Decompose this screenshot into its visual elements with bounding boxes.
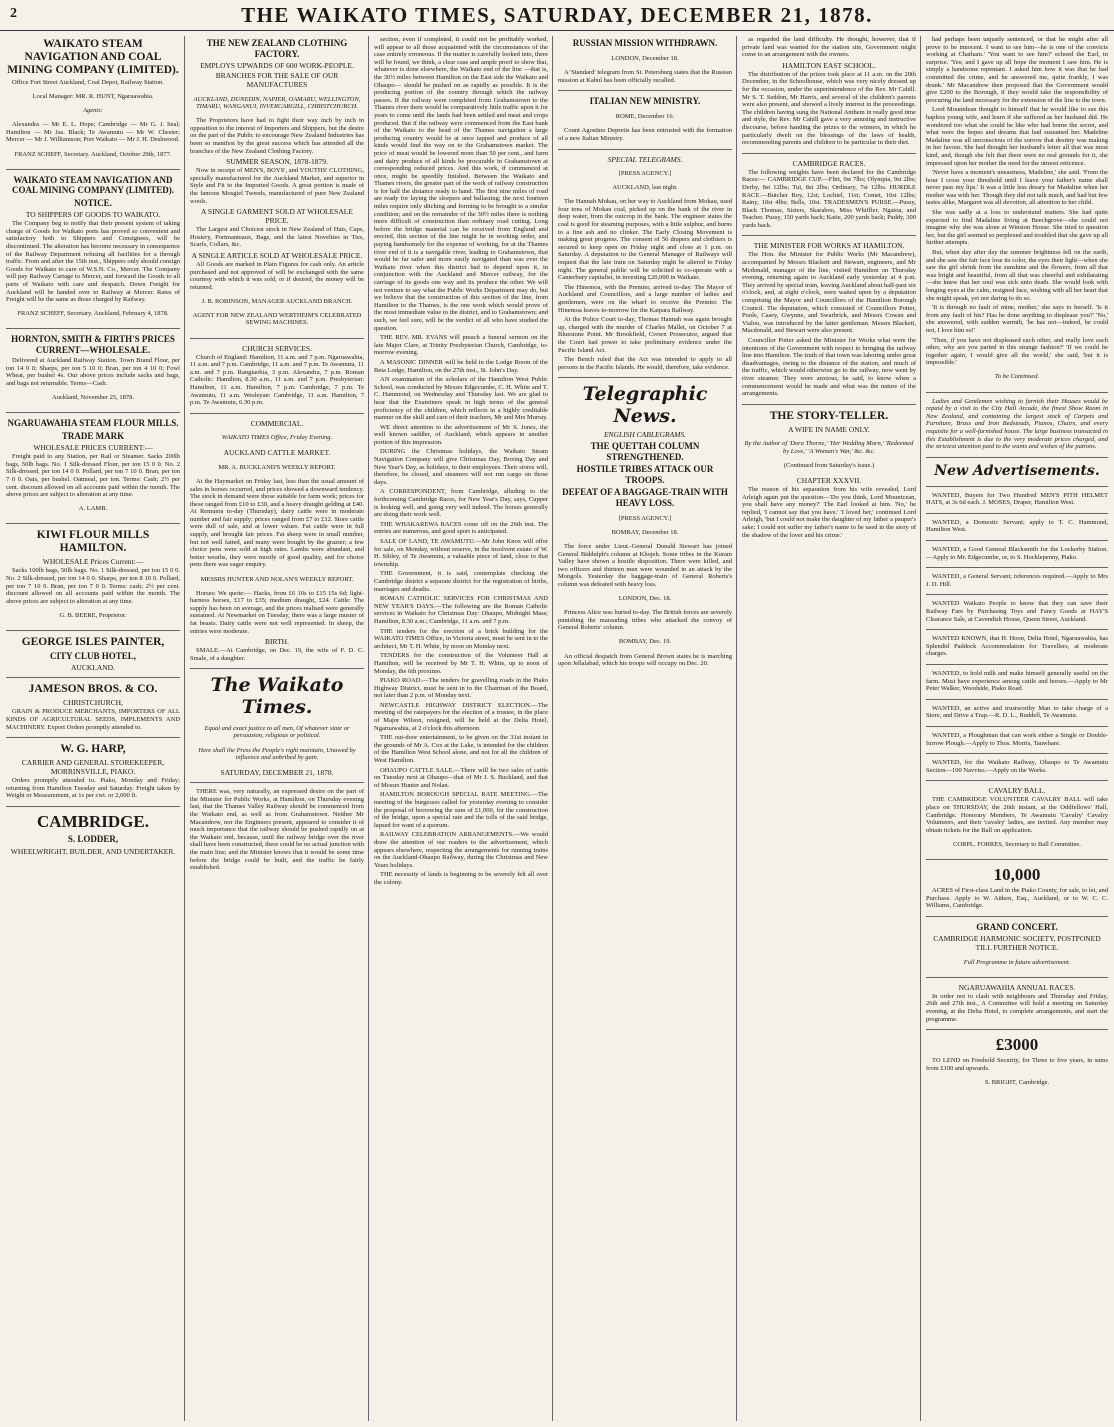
classified-ad: WANTED, an active and trustworthy Man to take charge of a Store, and Drive a Trap.—R. D. L., Ruddell, Te Awamutu.: [926, 705, 1108, 727]
column-rule: [368, 36, 369, 1421]
minister-for-works: THE MINISTER FOR WORKS AT HAMILTON. The Hon. the Minister for Public Works (Mr Macandrew), accompanied by Messrs Blackett and Stewart, engineers, and Mr Mcdonald, manager of the line, visited Hamilton on Thursday evening, returning again to Auckland early yesterday at 4 p.m. They arrived by special train, leaving Auckland about half-past six o'clock, and, at eight o'clock, were waited upon by a deputation comprising the Mayor and Councillors of the Hamilton Borough Council. The deputation, which consisted of Councillors Potter, Poole, Casey, Gwynne, and Swarbrick, and Messrs Cowan and Vialou, was introduced by the latter gentleman. Messrs Blackett, Macdonald, and Stewart were also present. Councillor Potter asked the Minister for Works what were the intentions of the Government with respect to bringing the railway line into Hamilton. The truth of that town was laboring under great disadvantages, owing to the distance of the station, and much of the traffic, which would otherwise go to the railway, now went by river steamer. They were anxious, he said, to know when a commencement would be made and what was the nature of the arrangements.: [742, 241, 916, 404]
ad-george-isles: GEORGE ISLES PAINTER, CITY CLUB HOTEL, AUCKLAND.: [6, 636, 180, 679]
news-item: THE Government, it is said, contemplate checking the Cambridge district a separate district for the registration of births, marriages and deaths.: [374, 570, 548, 593]
commercial: COMMERCIAL. WAIKATO TIMES Office, Friday Evening. AUCKLAND CATTLE MARKET. MR. A. BUCKLAND'S WEEKLY REPORT. At the Haymarket on Friday last, less than the usual amount of sales in horses occurred, and prices showed a downward tendency. The stock in demand were those suitable for farm work; prices for these ranged from £10 to £30, and a heavy draught gelding at £40. At Remuera to-day (Thursday), dairy cattle were in moderate number and fair supply; prices ranged from £7 to £12. Store cattle were dull of sale, and at lower values. Fat cattle were in full supply, and brought fair prices. Fat sheep were in small number, but not well fatted, and many were bought by the grazier; a few choice pens were sold at high rates. Lambs were abundant, and better weaths, they were mostly of good quality, and for choice pens there was eager enquiry. MESSRS HUNTER AND NOLAN'S WEEKLY REPORT. Horses: We quote:— Hacks, from £6 10s to £15 15s 6d; light-harness horses, £17 to £35; medium draught, £24. Cattle: The supply has been on average, and the prices realised were generally sustained. At Newmarket on Tuesday, there was a large muster of fat beasts. Dairy cattle were not well represented. In sheep, the entries were moderate. BIRTH. SMALE.—At Cambridge, on Dec. 19, the wife of F. D. C. Smale, of a daughter.: [190, 419, 364, 670]
news-item: WE direct attention to the advertisement of Mr S. Jones, the well known saddler, of Auckland, which appears in another portion of this impression.: [374, 423, 548, 446]
ad-ladies: Ladies and Gentlemen wishing to furnish their Houses would be repaid by a visit to the City Hall Arcade, the finest Show Room in New Zealand, and containing the largest stock of Carpets and Furniture, Brass and Iron Bedsteads, Pianos, Chairs, and every requisite for a well-furnished house. The large business transacted in this Establishment is due to the very moderate prices charged, and the strictest attention paid to the wants and wishes of the patrons.: [926, 398, 1108, 458]
news-item: THE tenders for the erection of a brick building for the WAIKATO TIMES Office, in Victoria street, must be sent in to the architect, Mr T. H. White, by noon on Monday next.: [374, 627, 548, 650]
column-rule: [920, 36, 921, 1421]
news-item: AN examination of the scholars of the Hamilton West Public School, was conducted by Messrs Edgecumbe, C. H. White and T. C. Hammond, on Wednesday and Thursday last. We are glad to hear that the Examiners speak in high terms of the general proficiency of the children, which reflects in a highly creditable manner on the skill and care of their teachers, Mr and Mrs Murray.: [374, 376, 548, 422]
ad-steam-navigation-notice: WAIKATO STEAM NAVIGATION AND COAL MINING COMPANY (LIMITED). NOTICE. TO SHIPPERS OF GOODS TO WAIKATO. The Company beg to notify that their present system of taking charge of Goods for Waikato ports has proved so convenient and satisfactory both to Shippers and Consignees, will be discontinued. The alteration has become necessary in consequence of the Railway Department refusing all facilities for a through traffic. From and after the 15th inst., Shippers only should consign Goods for Waikato to care of W.S.N. Co., Mercer. The Company will pay Railway Cartage to Mercer, and forward the Goods to all parts of Waikato with care and despatch. Down Freight for Auckland will be handed over to Railway at Mercer. Rates of Freight will be the same as those charged by Railway. FRANZ SCHEFF, Secretary. Auckland, February 4, 1878.: [6, 175, 180, 330]
leader-article: THERE was, very naturally, an expressed desire on the part of the Minister for Public Works, at Hamilton, on Thursday evening last, that the Thames Valley Railway should be commenced from the Waikato end, as well as from Grahamstown. Neither Mr Macandrew, nor the Engineers present, appeared to consider it of much importance that the railway should be pushed rapidly on at the Waikato end, because, until the railway bridge over the river shall have been constructed, there could be no actual junction with the main line; and the Minister knows that it would be some time before the bridge could be built, and the traffic be fairly established.: [190, 788, 364, 872]
hamilton-east-school: HAMILTON EAST SCHOOL. The distribution of the prizes took place at 11 a.m. on the 20th December, in the Schoolhouse, which was very nicely dressed up for the occasion, under the superintendence of the Rev. Mr Cahill. Mr S. T. Seddon, Mr Harris, and several of the children's parents were also present, and showed a lively interest in the proceedings. The children having sung the National Anthem in really good time and style, the Rev. Mr Cahill gave a very amusing and instructive discourse, before handing the prizes to the winners, in which he particularly dwelt on the blessings of the laws of health, recommending parents and children to be particular in their diet.: [742, 61, 916, 154]
column-5: [742, 36, 916, 1421]
new-advertisements: New Advertisements.: [926, 463, 1108, 487]
classified-ad: WANTED KNOWN, that H. Hoon, Delta Hotel, Ngaruawahia, has Splendid Paddock Accommodation for Travellers, at moderate charges.: [926, 635, 1108, 665]
special-telegrams: SPECIAL TELEGRAMS. [PRESS AGENCY.] AUCKLAND, last night. The Hannah Mokau, on her way to Auckland from Mokau, used four tons of Mokau coal, picked up on the bank of the river in deep water, from the outcrop in the bank. The engineer states the coal is good for steaming purposes, with a little sulphur, and burns to a fine ash and no clinker. The Early Closing Movement is making great progress. The consent of 56 drapers and clothiers is secured to keep open on Friday night and close at 1 p.m. on Saturday. A deputation to the General Manager of Railways will request that the late train on Saturday night be altered to Friday night. The general public will be solicited to co-operate with a Canterbury capitalist, in investing £20,000 in Waikato. The Hinemoa, with the Premier, arrived to-day. The Mayor of Auckland and Councillors, and a large number of ladies and gentlemen, were on the wharf to receive the Premier. The Hinemoa leaves to-morrow for the Kaipara Railway. At the Police Court to-day, Thomas Hannah was again brought up, charged with the murder of Charles Mallet, on October 7 at Bluestone Point. Mr Brookfield, Crown Prosecutor, argued that the Court had power to take preliminary evidence under the Pacific Island Act. The Bench ruled that the Act was intended to apply to all persons in the Pacific Islands. He would, therefore, take evidence.: [558, 155, 732, 379]
classified-ad: WANTED, Buyers for Two Hundred MEN'S PITH HELMET HATS, at 3s 6d each. J. MOSES, Draper, Hamilton West.: [926, 492, 1108, 514]
ad-acres: 10,000 ACRES of First-class Land in the Piako County, for sale, to let, and Purchase. Apply to W. Aitken, Esq., Auckland, or to W. C. C. Williams, Cambridge.: [926, 865, 1108, 917]
ad-steam-navigation: WAIKATO STEAM NAVIGATION AND COAL MINING COMPANY (LIMITED). Office Fort Street Auckland, Coal Depot, Railway Station. Local Manager: MR. R. HUNT, Ngaruawahia. Agents: Alexandra — Mr E. L. Hope; Cambridge — Mr G. J. Seal; Hamilton — Mr Jas. Black; Te Awamutu — Mr W. Chester; Mercer — Mr J. Williamson; Port Waikato — Mr J. H. Deshwood. FRANZ SCHEFF, Secretary. Auckland, October 29th, 1877.: [6, 38, 180, 170]
ad-ngaruawahia-mills: NGARUAWAHIA STEAM FLOUR MILLS. TRADE MARK WHOLESALE PRICES CURRENT:— Freight paid to any Station, per Rail or Steamer. Sacks 200lb bags, 50lb bags. No. 1 Silk-dressed Flour, per ton 15 0 0. No. 2 Silk-dressed, per ton 14 0 0. Pollard, per ton 7 10 0. Bran, per ton 7 0 0. Oats, per bushel. Oatmeal, per ton. Terms: Cash; 2½ per cent. discount allowed on all accounts paid within the month. The above prices are subject to alteration at any time. A. LAMB.: [6, 418, 180, 524]
news-item: A CORRESPONDENT, from Cambridge, alluding to the forthcoming Cambridge Races, for New Year's Day, says, Cupper is looking well, and going very well indeed. The horses generally are doing their work well.: [374, 488, 548, 519]
ad-jameson: JAMESON BROS. & CO. CHRISTCHURCH, GRAIN & PRODUCE MERCHANTS, IMPORTERS OF ALL KINDS OF AGRICULTURAL SEEDS, IMPLEMENTS AND MACHINERY. Export Orders promptly attended to.: [6, 683, 180, 738]
ad-cavalry-ball: CAVALRY BALL. THE CAMBRIDGE VOLUNTEER CAVALRY BALL will take place on THURSDAY, the 26th instant, at the Oddfellows' Hall, Cambridge. Honorary Members, Te Awamutu 'Cavalry' Cavalry Volunteers, and their 'cavalry' ladies, are invited. Any member may obtain tickets for the Ball on application. CORPL. FORRES, Secretary to Ball Committee.: [926, 786, 1108, 860]
article-continued: as regarded the land difficulty. He thought, however, that if private land was wanted for the station site, Government might come to an arrangement with the owners.: [742, 36, 916, 59]
ad-ngaruawahia-races: NGARUAWAHIA ANNUAL RACES. In order not to clash with neighbours and Thursday and Friday, 26th and 27th inst., A Committee will hold a meeting on Saturday evening, at the Delta Hotel, to complete arrangements, and start the programme.: [926, 983, 1108, 1030]
editorial-masthead: The Waikato Times. Equal and exact justice to all men, Of whatever state or persuasion, religious or political. Here shall the Press the People's right maintain, Unawed by influence and unbribed by gain. SATURDAY, DECEMBER 21, 1878.: [190, 674, 364, 783]
ad-lodder: CAMBRIDGE. S. LODDER, WHEELWRIGHT, BUILDER, AND UNDERTAKER.: [10, 812, 176, 856]
leader-article-continued: section, even if completed, it could not be profitably worked, will appear to all those acquainted with the circumstances of the case entirely erroneous. If the matter is carefully looked into, there will be found, we think, a clear case and ample proof to show that, whatever is done elsewhere, the Waikato end of the line —that is, the 30½ miles between Hamilton on the East side the Waikato and Ohaupo— should be pushed on as rapidly as possible. It is the producing portion of the country through which the railway passes. If the railway were completed from Grahamstown to the Thames river there would be comparatively little traffic upon it for years to come until the lands had been settled and meat and crops produced. But if the railway were commenced from the East bank of the Waikato to the head of the Thames navigation a large producing country would be at once tapped and produce of all kinds would find the way on to the Grahamstown market. The price of meat would be lowered more than 50 per cent., and farm and dairy produce of all kinds be procurable in Grahamstown at corresponding reduced prices. And this work, if commenced at once, might be speedily finished. Between the Waikato and Thames rivers, the greater part of the work of railway construction is for half the distance ready to hand. The first nine miles of road are ready for laying the sleepers and ballasting; the next fourteen miles require only ditching and forming to be brought to a similar condition; and on the remainder of the 30½ miles there is nothing more difficult of construction than ordinary road cutting. Long before the bridge material can be received from England and erected, this section of the line might be in working order, and paying handsomely for the expense of working, for at the Thames river end of it is a navigable river, leading to Grahamstown, that would be far safer and more easily navigated than was ever the Waikato river when this district had to depend upon it, in conjunction with the Auckland and Mercer railway, for the carriage of its goods one way and its produce the other. We will not venture to say what the Public Works Department may do, but we believe that the construction of this section of the line, from Hamilton to the Thames, is the one work which would prove of the most immediate value to the district, and to Grahamstown; and such, we feel sure, will be the verdict of all who have studied the question.: [374, 36, 548, 332]
ad-hornton-prices: HORNTON, SMITH & FIRTH'S PRICES CURRENT—WHOLESALE. Delivered at Auckland Railway Station. Town Brand Flour, per ton 14 0 0; Sharps, per ton 5 10 0; Bran, per ton 4 10 0; Fowl Wheat, per bushel 4s. Our above prices include sacks and bags, and bags not returnable. Terms—Cash. Auckland, November 25, 1878.: [6, 334, 180, 413]
classified-ad: WANTED, a Ploughman that can work either a Single or Double-furrow Plough.—Apply to Thos. Morris, Tauwhare.: [926, 732, 1108, 754]
news-item: A MASONIC DINNER will be held in the Lodge Room of the Beta Lodge, Hamilton, on the 27th inst., St. John's Day.: [374, 358, 548, 374]
column-3: [374, 36, 548, 1421]
italian-ministry: ITALIAN NEW MINISTRY. ROME, December 16. Count Agostino Depretis has been entrusted with the formation of a new Italian Ministry.: [558, 96, 732, 149]
classified-ad: WANTED Waikato People to know that they can save their Railway Fare by Purchasing Toys and Fancy Goods at HAY'S Clearance Sale, at Cavendish House, Queen Street, Auckland.: [926, 600, 1108, 630]
classified-ad: WANTED, a Domestic Servant; apply to T. C. Hammond, Hamilton West.: [926, 519, 1108, 541]
classified-ad: WANTED, to hold milk and make himself generally useful on the farm. Must have experience among cattle and horses.—Apply to Mr Peter Walker, Woodside, Piako Road.: [926, 670, 1108, 700]
news-item: DURING the Christmas holidays, the Waikato Steam Navigation Company will give Christmas Day, Boxing Day and New Year's Day, as holidays, to their employees. Their stores will, therefore, be closed, and steamers will not run cargo on those days.: [374, 448, 548, 486]
news-item: RAILWAY CELEBRATION ARRANGEMENTS.—We would draw the attention of our readers to the advertisement, which appears elsewhere, respecting the arrangements for running trains on the Auckland-Ohaupo Railway, during the Christmas and New Years holidays.: [374, 831, 548, 869]
masthead-title: THE WAIKATO TIMES, SATURDAY, DECEMBER 21, 1878.: [241, 3, 873, 27]
news-item: ROMAN CATHOLIC SERVICES FOR CHRISTMAS AND NEW YEAR'S DAYS.—The following are the Roman Catholic services in Waikato for Christmas Day: Ohaupo, Midnight Mass; Hamilton, 8.30 a.m.; Cambridge, 11 a.m. and 7 p.m.: [374, 595, 548, 625]
story-continued: had perhaps been unjustly sentenced, or that he might after all prove to be innocent. I want to see him—he is one of the convicts working at Chatham.' 'You want to see him?' echoed the Earl, in surprise. 'Yes; and I gave up all hope the moment I saw him. He is simply a handsome repentant. I asked him how it was that he had committed the crime, and he answered me, quite frankly, I was drunk.' Mr Macandrew then proposed that the Government would give £200 to the Borough, if they would take the responsibility of procuring the land necessary for the extension of the line to the town. Lord Mountdean thought to himself that he would like to see this hapless young wife, and learn if she suffered as her husband did. He wondered too what she could be like who had borne the secret, and what were the hopes and dreams that had sustained her. Madeline Madaline was all unconscious of the sorrow that destiny was making in her favour. She had thought her husband's letter all that was most kind, and, though she felt that there were no real grounds for it, she impressed upon her mother the need for the utmost reticence. 'Never have a moment's uneasiness, Madeline,' she said. 'From the hour I cross your threshold until I leave your father's name shall never pass my lips.' It was a little less dreary for Madaline when her mother was with her. Though they did not talk much, and had but few tastes alike, Margaret was all devotion, all attention to her child. She was sadly at a loss to understand matters. She had quite expected to find Madaline living at Beechgrove—she could not imagine why she was alone at Winston House. She tried to question her, but the girl seemed so perplexed and troubled that she gave up all further attempts. But, when day after day the summer brightness fell on the earth, and she saw the fair face lose its color, the eyes their light—when she saw the girl shrink from the sunshine and the flowers, from all that was bright and beautiful, from all that was cheerful and exhilarating—she knew that her soul was sick unto death. She would look with longing eyes at the calm, resigned face, wishing with all her heart that she might speak, yet not daring to do so. 'It is through no fault of mine, mother,' she says to herself. 'Is it from any fault of his? Has he done anything to displease you?' 'No,' she answered, with sudden warmth, 'he has not—indeed, he could not, I love him so!' 'Then, if you have not displeased each other, and really love each other, why are you parted in this strange fashion?' 'If we could be together again, I would give all the world,' she said, 'but it is impossible.' To be Continued.: [926, 36, 1108, 393]
church-services: CHURCH SERVICES. Church of England: Hamilton, 11 a.m. and 7 p.m. Ngaruawahia, 11 a.m. and 7 p.m. Cambridge, 11 a.m. and 7 p.m. Te Awamutu, 11 a.m. and 7 p.m. Rangiaohia, 3 p.m. Alexandra, 7 p.m. Roman Catholic: Hamilton, 8.30 a.m., 11 a.m. and 7 p.m. Presbyterian: Hamilton, 11 a.m. Hamilton, 7 p.m. Cambridge, 7 p.m. Te Awamutu, 11 a.m. Wesleyan: Cambridge, 11 a.m. Hamilton, 7 p.m. Te Awamutu, 6.30 p.m.: [190, 344, 364, 414]
column-1: [6, 36, 180, 1421]
telegraphic-news: Telegraphic News. ENGLISH CABLEGRAMS. THE QUETTAH COLUMN STRENGTHENED. HOSTILE TRIBES ATTACK OUR TROOPS. DEFEAT OF A BAGGAGE-TRAIN WITH HEAVY LOSS. [PRESS AGENCY.] BOMBAY, December 18. The force under Lieut.-General Donald Stewart has joined General Biddulph's column at Khojeh. Some tribes in the Kuram Valley have shown a hostile disposition. There were killed, and two officers and thirteen men were wounded in an attack by the Mongols. Yesterday the baggage-train of General Roberts's column was defeated with heavy loss. LONDON, Dec. 18. Princess Alice was buried to-day. The British forces are severely punishing the marauding tribes who attacked the convoy of General Roberts' column. BOMBAY, Dec. 19. An official despatch from General Brown states he is marching upon Jellalabad, which his troops will occupy on Dec. 20.: [558, 383, 732, 668]
masthead: [0, 0, 1114, 31]
ad-loan: £3000 TO LEND on Freehold Security, for Three to five years, in sums from £100 and upwards. S. BRIGHT, Cambridge.: [926, 1035, 1108, 1086]
news-item: THE REV. MR. EVANS will preach a funeral sermon on the late Major Clare, at Trinity Presbyterian Church, Cambridge, to-morrow evening.: [374, 334, 548, 357]
news-item: HAMILTON BOROUGH SPECIAL RATE MEETING.—The meeting of the burgesses called for yesterday evening to consider the proposal of borrowing the sum of £1,000, for the construction of the bridge, upon a special rate and the tolls of the said bridge, lapsed for want of a quorum.: [374, 791, 548, 829]
column-rule: [736, 36, 737, 1421]
classified-ad: WANTED, for the Waikato Railway, Ohaupo to Te Awamutu Section—100 Navvies.—Apply on the Works.: [926, 759, 1108, 781]
ad-kiwi-mills: KIWI FLOUR MILLS HAMILTON. WHOLESALE Prices Current:— Sacks 100lb bags, 50lb bags. No. 1 Silk-dressed, per ton 15 0 0. No. 2 Silk-dressed, per ton 14 0 0. Sharps, per ton 8 10 0. Pollard, per ton 7 10 0. Bran, per ton 7 0 0. Terms: cash; 2½ per cent. discount allowed on all accounts paid within the month. The above prices are subject to alteration at any time. G. B. BEERE, Proprietor.: [6, 529, 180, 631]
news-item: THE out-door entertainment, to be given on the 31st instant in the grounds of Mr A. Cox at the Lake, is intended for the children of the Hamilton West School alone, and not for all the children of West Hamilton.: [374, 734, 548, 765]
news-item: OHAUPO CATTLE SALE.—There will be two sales of cattle on Tuesday next at Ohaupo—that of Mr J. S. Buckland, and that of Messrs Hunter and Nolan.: [374, 766, 548, 789]
russian-mission: RUSSIAN MISSION WITHDRAWN. LONDON, December 18. A 'Standard' telegram from St. Petersburg states that the Russian mission at Kabul has been officially recalled.: [558, 38, 732, 91]
ad-harp: W. G. HARP, CARRIER AND GENERAL STOREKEEPER, MORRINSVILLE, PIAKO. Orders promptly attended to. Piako, Monday and Friday; returning from Hamilton Tuesday and Saturday. Freight taken by Weight or Measurement, at 1s per cwt. or 2,000 ft.: [6, 743, 180, 807]
column-rule: [552, 36, 553, 1421]
classified-ad: WANTED, a Good General Blacksmith for the Lockerby Station.—Apply to Mr. Edgecumbe, or, to S. Hocklepenny, Piako.: [926, 546, 1108, 568]
column-4: [558, 36, 732, 1421]
news-item: PIAKO ROAD.—The tenders for gravelling roads in the Piako Highway District, must be sent in to the Chairman of the Board, not later than 2 p.m. of Monday next.: [374, 677, 548, 700]
column-rule: [184, 36, 185, 1421]
cambridge-races: CAMBRIDGE RACES. The following weights have been declared for the Cambridge Races:— CAMBRIDGE CUP.—Flirt, 9st 7lbs; Olympia, 9st 2lbs; Derby, 8st 12lbs; Tui, 8st 2lbs; Ordinary, 7st 12lbs. HURDLE RACE.—Butcher Boy, 12st; Lochiel, 11st; Comet, 10st 12lbs; Rainy, 10st 4lbs; Bells, 10st. TRADESMEN'S PURSE.—Pussy, Black Thomas, Sisters, Skaraboo, Miss Whiffler, Ngatoa, and Teacher. Pussy, 150 yards back; Katie, 200 yards back; Paddy, 300 yards back.: [742, 159, 916, 237]
page-number: 2: [10, 6, 17, 21]
column-6: [926, 36, 1108, 1421]
story-teller: THE STORY-TELLER. A WIFE IN NAME ONLY. By the Author of 'Dora Thorne,' 'Her Wedding Morn,' 'Redeemed by Love,' 'A Woman's War,' &c. &c. (Continued from Saturday's issue.) CHAPTER XXXVII. The reason of his separation from his wife revealed, Lord Arleigh again put the question—'Do you think, Lord Mountcean, you shall have any money?' The Earl looked at him. 'No,' he replied, 'I cannot say that you have.' 'I loved her,' continued Lord Arleigh, 'but I could not make the daughter of my father a pauper's sake; I could not suffer my father's name to be used in the story of the shadow of the lover and his crime.': [742, 409, 916, 539]
news-item: NEWCASTLE HIGHWAY DISTRICT ELECTION.—The meeting of the ratepayers for the election of a trustee, in the place of Major Wilson, resigned, will be held at the Delta Hotel, Ngaruawahia, at 2 o'clock this afternoon.: [374, 701, 548, 732]
ad-grand-concert: GRAND CONCERT. CAMBRIDGE HARMONIC SOCIETY, POSTPONED TILL FURTHER NOTICE. Full Programme in future advertisement.: [926, 922, 1108, 978]
news-item: TENDERS for the construction of the Volunteer Hall at Hamilton, will be received by Mr T. H. White, up to noon of Monday, the 6th proximo.: [374, 652, 548, 675]
news-item: SALE OF LAND, TE AWAMUTU.—Mr John Knox will offer for sale, on Monday, without reserve, in the insolvent estate of W. H. Sibley, of Te Awamutu, a valuable piece of land, close to that township.: [374, 538, 548, 568]
column-2: [190, 36, 364, 1421]
news-item: THE WHAKAREWA RACES come off on the 26th inst. The entries are numerous, and good sport is anticipated.: [374, 520, 548, 536]
ad-clothing-factory: THE NEW ZEALAND CLOTHING FACTORY. EMPLOYS UPWARDS OF 600 WORK-PEOPLE. BRANCHES FOR THE SALE OF OUR MANUFACTURES AUCKLAND, DUNEDIN, NAPIER, OAMARU, WELLINGTON, TIMARU, WANGANUI, INVERCARGILL, CHRISTCHURCH. The Proprietors have had to fight their way inch by inch in opposition to the interest of Importers and Shippers, but the desire on the part of the Public to encourage New Zealand Industries has been so manifest by the great success which has attended all the branches of the New Zealand Clothing Factory. SUMMER SEASON, 1878-1879. Now in receipt of MEN'S, BOYS', and YOUTHS' CLOTHING, specially manufactured for the Auckland Market, and superior in Style and Fit to the Imported Goods. A great portion is made of the famous Mosgiel Tweeds, manufactured of pure New Zealand wools. A SINGLE GARMENT SOLD AT WHOLESALE PRICE. The Largest and Choicest stock in New Zealand of Hats, Caps, Hosiery, Portmanteaux, Bags, and the latest Novelties in Ties, Scarfs, Collars, &c. A SINGLE ARTICLE SOLD AT WHOLESALE PRICE. All Goods are marked in Plain Figures for cash only. An article purchased and not approved of will be exchanged with the same courtesy with which it was sold, or if desired, the money will be returned. J. B. ROBINSON, MANAGER AUCKLAND BRANCH. AGENT FOR NEW ZEALAND WERTHEIM'S CELEBRATED SEWING MACHINES.: [190, 38, 364, 339]
news-item: THE necessity of lands is beginning to be severely felt all over the colony.: [374, 871, 548, 886]
classified-ad: WANTED, a General Servant; references required.—Apply to Mrs J. D. Hill.: [926, 573, 1108, 595]
